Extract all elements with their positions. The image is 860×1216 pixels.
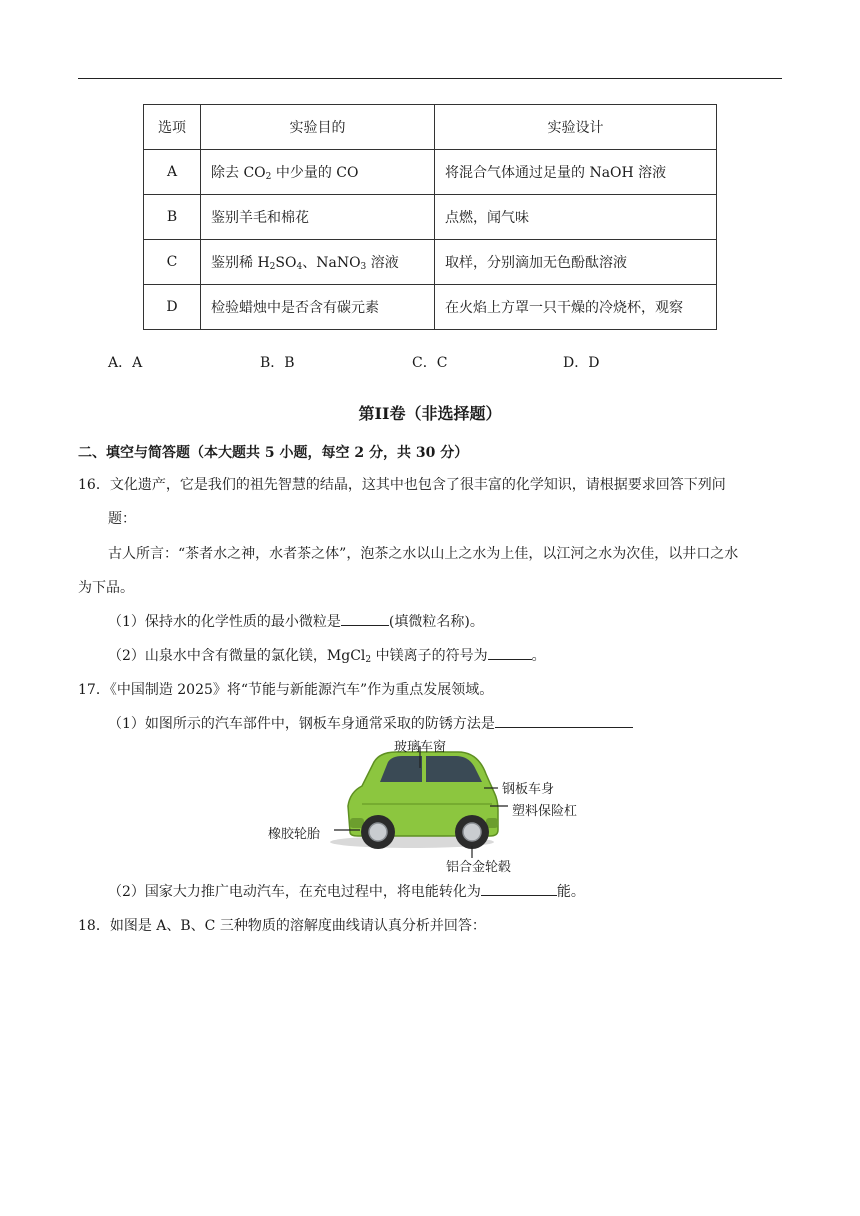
answer-blank[interactable]	[341, 611, 389, 626]
q16-sub2: （2）山泉水中含有微量的氯化镁，MgCl$_2$ 中镁离子的符号为 。	[108, 645, 546, 665]
row-design: 在火焰上方罩一只干燥的冷烧杯，观察	[435, 285, 717, 330]
q17-stem: 17．《中国制造 2025》将“节能与新能源汽车”作为重点发展领域。	[78, 682, 494, 698]
header-purpose: 实验目的	[201, 105, 435, 150]
row-design: 取样，分别滴加无色酚酞溶液	[435, 240, 717, 285]
q17-sub1: （1）如图所示的汽车部件中，钢板车身通常采取的防锈方法是	[108, 713, 633, 733]
row-purpose: 检验蜡烛中是否含有碳元素	[201, 285, 435, 330]
row-design: 将混合气体通过足量的 NaOH 溶液	[435, 150, 717, 195]
label-glass-window: 玻璃车窗	[394, 740, 447, 755]
answer-blank[interactable]	[481, 881, 557, 896]
q16-stem: 16．文化遗产，它是我们的祖先智慧的结晶，这其中也包含了很丰富的化学知识，请根据要求回答下列问	[78, 477, 726, 493]
q18-stem: 18．如图是 A、B、C 三种物质的溶解度曲线请认真分析并回答：	[78, 918, 486, 934]
car-figure	[262, 734, 602, 874]
q16-sub1: （1）保持水的化学性质的最小微粒是 (填微粒名称)。	[108, 611, 484, 631]
table-header-row	[144, 105, 717, 150]
q16-stem-cont: 题：	[108, 511, 136, 527]
q17-sub2: （2）国家大力推广电动汽车，在充电过程中，将电能转化为 能。	[108, 881, 585, 901]
row-option: C	[144, 240, 201, 285]
row-option: B	[144, 195, 201, 240]
answer-blank[interactable]	[488, 645, 532, 660]
row-purpose: 鉴别羊毛和棉花	[201, 195, 435, 240]
row-purpose: 除去 $CO_2$ 中少量的 CO	[201, 150, 435, 195]
header-option: 选项	[144, 105, 201, 150]
label-steel-body: 钢板车身	[502, 782, 555, 797]
label-alloy-rim: 铝合金轮毂	[446, 860, 512, 875]
table-row	[144, 195, 717, 240]
label-rubber-tire: 橡胶轮胎	[268, 827, 321, 842]
choice-c[interactable]: C．C	[412, 355, 448, 371]
q16-passage: 古人所言：“茶者水之神，水者茶之体”，泡茶之水以山上之水为上佳，以江河之水为次佳，以井口之水	[108, 546, 739, 562]
part2-heading: 二、填空与简答题（本大题共 5 小题，每空 2 分，共 30 分）	[78, 445, 469, 461]
row-design: 点燃，闻气味	[435, 195, 717, 240]
table-row	[144, 240, 717, 285]
q16-passage-cont: 为下品。	[78, 580, 134, 596]
label-plastic-bumper: 塑料保险杠	[512, 804, 578, 819]
row-option: A	[144, 150, 201, 195]
row-purpose: 鉴别稀 $H_2SO_4$、NaNO$_3$ 溶液	[201, 240, 435, 285]
header-design: 实验设计	[435, 105, 717, 150]
header-rule	[78, 78, 782, 79]
table-row	[144, 150, 717, 195]
answer-blank[interactable]	[495, 713, 633, 728]
section-title: 第II卷（非选择题）	[358, 404, 502, 423]
choice-a[interactable]: A．A	[108, 355, 143, 371]
row-option: D	[144, 285, 201, 330]
choice-b[interactable]: B．B	[260, 355, 295, 371]
table-row	[144, 285, 717, 330]
options-table	[143, 104, 717, 330]
choice-d[interactable]: D．D	[563, 355, 600, 371]
